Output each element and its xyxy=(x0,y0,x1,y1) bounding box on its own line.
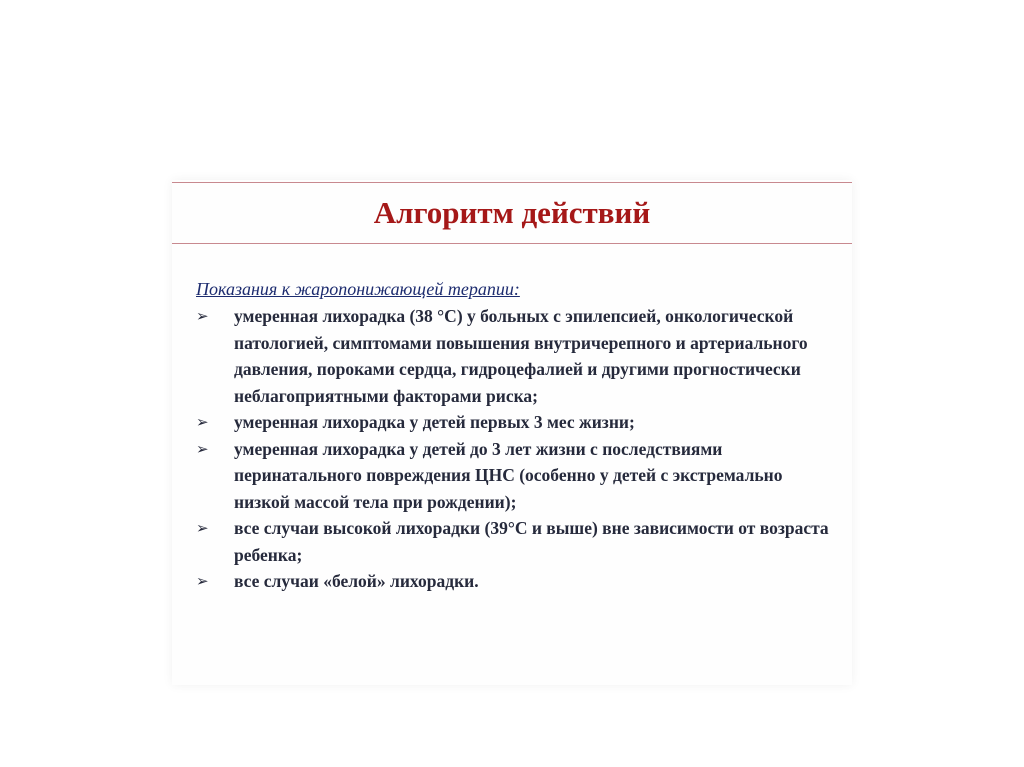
arrow-bullet-icon: ➢ xyxy=(196,572,209,590)
list-item xyxy=(196,409,836,436)
title-bottom-rule xyxy=(172,243,852,244)
list-item-text: все случаи высокой лихорадки (39°С и выше) вне зависимости от возраста ребенка; xyxy=(234,518,829,565)
list-item-text: умеренная лихорадка (38 °С) у больных с эпилепсией, онкологической патологией, симптомами повышения внутричерепного и артериального давления, пороками сердца, гидроцефалией и другими прогностически неблагоприятными факторами риска; xyxy=(234,306,808,406)
arrow-bullet-icon: ➢ xyxy=(196,413,209,431)
list-item xyxy=(196,515,836,568)
slide xyxy=(172,180,852,685)
arrow-bullet-icon: ➢ xyxy=(196,439,209,458)
list-item-text: умеренная лихорадка у детей первых 3 мес жизни; xyxy=(234,412,635,432)
indications-heading: Показания к жаропонижающей терапии: xyxy=(196,279,520,299)
title-top-rule xyxy=(172,182,852,183)
list-item-text: все случаи «белой» лихорадки. xyxy=(234,571,479,591)
arrow-bullet-icon: ➢ xyxy=(196,307,209,325)
list-item xyxy=(196,436,836,516)
indications-list xyxy=(196,303,836,595)
list-item-text: умеренная лихорадка у детей до 3 лет жизни с последствиями перинатального повреждения ЦНС (особенно у детей с экстремально низкой массой тела при рождении); xyxy=(234,438,783,512)
slide-title: Алгоритм действий xyxy=(373,195,651,230)
arrow-bullet-icon: ➢ xyxy=(196,519,209,537)
list-item xyxy=(196,303,836,409)
list-item xyxy=(196,568,836,595)
